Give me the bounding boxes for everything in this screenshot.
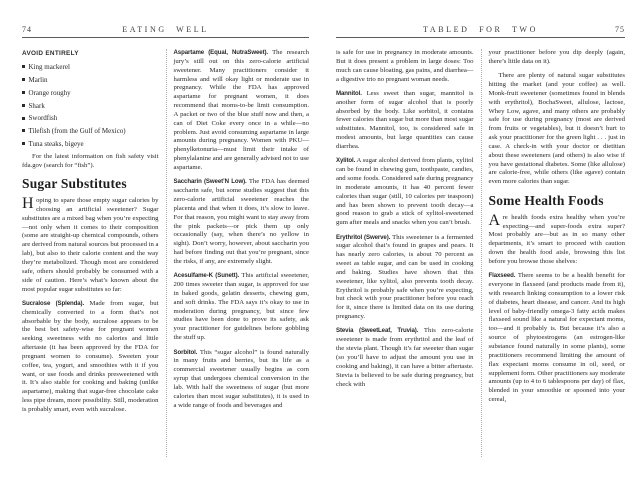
paragraph-lead: Sucralose (Splenda).	[22, 299, 85, 307]
paragraph-lead: Acesulfame-K (Sunett).	[173, 272, 240, 280]
paragraph-text: This sweetener is a fermented sugar alcohol that’s found in grapes and pears. It has nearly zero calories, is about 70 percent as sweet as table sugar, and can be used in cooking and baking. Studies have shown that this sweetener, like xylitol, also prevents tooth decay. Erythritol is probably safe when you’re expecting, but check with your practitioner before you reach for it, since there is limited data on its use during pregnancy.	[336, 233, 474, 321]
page-header-right	[336, 25, 625, 38]
list-item	[22, 63, 159, 71]
paragraph-lead: Xylitol.	[336, 157, 356, 165]
right-page-column-1	[336, 49, 481, 457]
continuation-paragraph: your practitioner before you dip deeply (again, there’s little data on it).	[488, 49, 625, 65]
flaxseed-paragraph	[489, 272, 626, 405]
list-item	[22, 76, 159, 84]
left-page-column-1	[22, 49, 166, 457]
list-item-label: Tuna steaks, bigeye	[28, 140, 84, 149]
natural-substitutes-paragraph: There are plenty of natural sugar substitutes hitting the market (and your coffee) as well. Monk-fruit sweetener (sometimes found in blends with erythritol), BochaSweet, allulose, lactose, Whey Low, agave, and many others are probably safe for use during pregnancy (most are derived from fruits or vegetables), but it doesn’t hurt to ask your practitioner for the green light . . . just in case. A check-in with your doctor or dietitian about these sweeteners (and others) is also wise if you have gestational diabetes. Some (like allulose) are calorie-free, while others (like agave) contain even more calories than sugar.	[488, 72, 625, 186]
paragraph-text: There seems to be a health benefit for everyone in flaxseed (and products made from it), with research linking consumption to a lower risk of diabetes, heart disease, and cancer. And its high level of baby-friendly omega-3 fatty acids makes flaxseed sound like a natural for expectant moms, too—and it probably is. But because it’s also a source of phytoestrogens (an estrogen-like substance found naturally in some plants), some practitioners recommend limiting the amount of flax expectant moms consume in oil, seed, or supplement form. Other practitioners say moderate amounts (up to 4 to 6 tablespoons per day) of flax, blended in your smoothie or spooned into your cereal,	[488, 272, 625, 404]
paragraph-lead: Stevia (SweetLeaf, Truvia).	[336, 327, 419, 335]
paragraph-text: The research jury’s still out on this zero-calorie artificial sweetener. Many practitioners consider it harmless and will okay light or moderate use in pregnancy. While the FDA has approved aspartame for pregnant women, it does recommend that moms-to-be limit consumption. A packet or two of the blue stuff now and then, a can of Diet Coke every once in a while—no problem. Just avoid consuming aspartame in large amounts during pregnancy. Women with PKU—phenylketonuria—must limit their intake of phenylalanine and are generally advised not to use aspartame.	[173, 49, 309, 171]
paragraph-text: re health foods extra healthy when you’re expecting—and super-foods extra super? Most probably are—but as in so many other departments, it’s smart to proceed with caution down the health food aisle, browsing this list before you browse those shelves:	[488, 213, 625, 265]
drop-cap: A	[488, 211, 501, 229]
square-bullet-icon	[22, 117, 25, 120]
paragraph-text: This “sugar alcohol” is found naturally in many fruits and berries, but its life as a commercial sweetener usually begins as corn syrup that undergoes chemical conversion in the lab. With half the sweetness of sugar (but more calories than most sugar substitutes), it is used in a wide range of foods and beverages and	[173, 348, 309, 409]
sorbitol-paragraph	[174, 349, 310, 411]
list-item	[22, 127, 159, 135]
page-right	[320, 0, 640, 480]
square-bullet-icon	[22, 65, 25, 68]
fish-safety-note: For the latest information on fish safety visit fda.gov (search for “fish”).	[22, 152, 159, 169]
paragraph-lead: Flaxseed.	[488, 272, 516, 280]
left-page-column-2	[166, 49, 310, 457]
paragraph-text: This zero-calorie sweetener is made from erythritol and the leaf of the stevia plant. Though it’s far sweeter than sugar (so you’ll have to adjust the amount you use in cooking and baking), it can have a bitter aftertaste. Stevia is believed to be safe during pregnancy, but check with	[336, 327, 474, 388]
list-item	[22, 114, 159, 122]
list-item	[22, 102, 159, 110]
list-item-label: Shark	[28, 101, 45, 110]
sucralose-paragraph	[22, 300, 159, 415]
list-item-label: Swordfish	[28, 114, 58, 123]
right-page-column-2	[481, 49, 626, 457]
paragraph-text: Made from sugar, but chemically converted to a form that’s not absorbable by the body, sucralose appears to be the best bet safety-wise for pregnant women seeking sweetness with no calories and little aftertaste (it has been approved by the FDA for pregnant women to consume). Sweeten your coffee, tea, yogurt, and smoothies with it if you want, or use foods and drinks presweetened with it. It’s also stable for cooking and baking (unlike aspartame), making that sugar-free chocolate cake less pipe dream, more possibility. Still, moderation is probably smart, even with sucralose.	[22, 299, 159, 413]
page-number: 74	[22, 25, 32, 34]
square-bullet-icon	[22, 142, 25, 145]
avoid-list-heading: AVOID ENTIRELY	[22, 50, 79, 57]
erythritol-paragraph	[336, 234, 474, 322]
avoid-entirely-list	[22, 50, 159, 148]
running-head: TABLED FOR TWO	[423, 25, 538, 34]
paragraph-text: This artificial sweetener, 200 times sweeter than sugar, is approved for use in baked goods, gelatin desserts, chewing gum, and soft drinks. The FDA says it’s okay to use in moderation during pregnancy, but since few studies have been done to prove its safety, ask your practitioner for guidelines before gobbling the stuff up.	[173, 272, 309, 342]
intro-paragraph	[22, 197, 159, 294]
paragraph-lead: Mannitol.	[336, 89, 362, 97]
xylitol-paragraph	[336, 157, 474, 228]
saccharin-paragraph	[174, 178, 310, 266]
page-number: 75	[615, 25, 625, 34]
square-bullet-icon	[22, 78, 25, 81]
paragraph-text: oping to spare those empty sugar calories by choosing an artificial sweetener? Sugar substitutes are a mixed bag when you’re expecting—not only when it comes to their composition (some are straight-up chemical compounds, others are derived from natural sources but processed in a lab), but also to their calorie content and the way they’re metabolized. Though most are considered safe, others should probably be consumed with a side of caution. Here’s what’s known about the most popular sugar substitutes so far:	[22, 197, 159, 293]
list-item	[22, 89, 159, 97]
acesulfame-paragraph	[174, 272, 310, 343]
paragraph-lead: Saccharin (Sweet’N Low).	[173, 178, 247, 186]
paragraph-text: A sugar alcohol derived from plants, xylitol can be found in chewing gum, toothpaste, candies, and some foods. Considered safe during pregnancy in moderate amounts, it has 40 percent fewer calories than sugar (still, 10 calories per teaspoon) and has been shown to prevent tooth decay—a good reason to grab a stick of xylitol-sweetened gum after meals and snacks when you can’t brush.	[336, 157, 474, 227]
square-bullet-icon	[22, 104, 25, 107]
paragraph-lead: Sorbitol.	[173, 348, 198, 356]
right-page-columns	[336, 49, 625, 457]
list-item	[22, 140, 159, 148]
section-heading-sugar-substitutes: Sugar Substitutes	[22, 176, 127, 192]
continuation-paragraph: is safe for use in pregnancy in moderate amounts. But it does present a problem in large doses: Too much can cause bloating, gas pains, and diarrhea—a digestive trio no pregnant woman needs.	[336, 49, 474, 83]
square-bullet-icon	[22, 91, 25, 94]
page-header-left	[22, 25, 309, 38]
left-page-columns	[22, 49, 309, 457]
paragraph-lead: Erythritol (Swerve).	[336, 233, 391, 241]
intro-paragraph	[488, 211, 626, 267]
list-item-label: King mackerel	[28, 63, 70, 71]
square-bullet-icon	[22, 129, 25, 132]
paragraph-text: Less sweet than sugar, mannitol is another form of sugar alcohol that is poorly absorbed by the body. Like sorbitol, it contains fewer calories than sugar but more than most sugar substitutes. Mannitol, too, is considered safe in modest amounts, but large quantities can cause diarrhea.	[336, 89, 474, 150]
section-heading-some-health-foods: Some Health Foods	[488, 192, 604, 208]
list-item-label: Marlin	[28, 75, 48, 84]
running-head: EATING WELL	[122, 25, 209, 34]
drop-cap: H	[22, 195, 34, 213]
aspartame-paragraph	[174, 49, 310, 173]
paragraph-text: The FDA has deemed saccharin safe, but some studies suggest that this zero-calorie artificial sweetener reaches the placenta and that when it does, it’s slow to leave. For that reason, you might want to stay away from the pink packets—or pick them up only occasionally (say, when there’s no yellow in sight). Don’t worry, however, about saccharin you had before finding out that you’re pregnant, since the risks, if any, are extremely slight.	[173, 178, 309, 265]
stevia-paragraph	[336, 327, 474, 389]
list-item-label: Orange roughy	[28, 88, 71, 97]
mannitol-paragraph	[336, 90, 474, 152]
paragraph-lead: Aspartame (Equal, NutraSweet).	[173, 49, 269, 56]
list-item-label: Tilefish (from the Gulf of Mexico)	[28, 127, 126, 136]
